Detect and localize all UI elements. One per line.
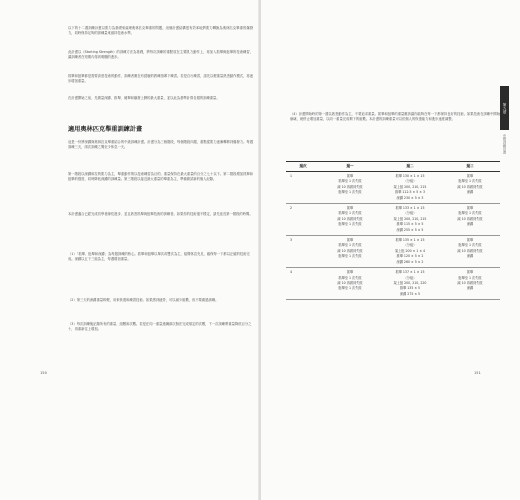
exercise-line: 減 10 再做到失敗 bbox=[337, 280, 363, 285]
exercise-line: 架上挺 200, 210, 215 bbox=[393, 184, 427, 189]
exercise-line: 抓舉 137 × 1 × 15 bbox=[395, 270, 425, 275]
exercise-line: 深蹲 bbox=[466, 190, 474, 195]
exercise-line: 架上挺 200, 210, 215 bbox=[393, 216, 427, 221]
week-number: 2 bbox=[290, 206, 293, 211]
exercise-line: （分組） bbox=[403, 211, 417, 216]
exercise-line: 挺舉至 1 次失敗 bbox=[458, 179, 482, 184]
exercise-line: 深蹲 bbox=[466, 222, 474, 227]
exercise-line: 減 10 再做到失敗 bbox=[337, 216, 363, 221]
section-heading: 適用奧林匹克舉重訓練計畫 bbox=[68, 126, 143, 133]
exercise-line: 抓舉 135 × 1 × 15 bbox=[395, 238, 425, 243]
exercise-line: 減 10 再做到失敗 bbox=[457, 184, 483, 189]
exercise-line: 減 10 再做到失敗 bbox=[337, 184, 363, 189]
header-wednesday: 週三 bbox=[466, 164, 474, 168]
exercise-line: 推舉 112.5 × 5 × 3 bbox=[395, 190, 425, 195]
day-cell-tue bbox=[380, 270, 440, 297]
exercise-line: 抓舉 bbox=[466, 206, 474, 211]
intro-paragraph-2: 此計畫以《Starting Strength》的訓練方法為基礎，將每次訓練的重點放在主要肌力動作上，再加入抓舉與挺舉的技術練習，讓訓練者在短期內得到明顯的進步。 bbox=[68, 50, 253, 60]
training-table bbox=[286, 161, 500, 300]
exercise-line: 深蹲 275 × 5 bbox=[399, 291, 421, 296]
header-monday: 週一 bbox=[346, 164, 354, 168]
exercise-line: 架上挺 200 × 1 × 4 bbox=[394, 248, 426, 253]
exercise-line: 抓舉 130 × 1 × 15 bbox=[395, 174, 425, 178]
week-number: 4 bbox=[290, 270, 293, 275]
exercise-line: 挺舉至 1 次失敗 bbox=[338, 190, 362, 195]
body-paragraph-2: 第一階段以深蹲和拉的肌力為主，舉重動作則以技術練習為目的，重量保持在最大重量的百分之七十以下。第二階段增加抓舉和挺舉的強度，同時降低深蹲的訓練量。第三階段以接近最大重量的舉重為主，準備測試新的個人紀錄。 bbox=[68, 172, 253, 182]
left-page bbox=[0, 0, 259, 500]
exercise-line: 挺舉至 1 次失敗 bbox=[338, 222, 362, 227]
table-row bbox=[286, 204, 500, 236]
week-number: 1 bbox=[290, 174, 293, 178]
header-tuesday: 週二 bbox=[406, 164, 414, 168]
note-paragraph: （4）計畫開始時的第一週以熟悉動作為主，不要追求重量。抓舉和挺舉的重量應該讓你能夠在每一下都保持良好的技術。如果技術在訓練中開始崩壞，就停止增加重量，以同一重量完成剩下的組數。本計畫的訓練重量可以依個人的恢復能力和進步速度調整。 bbox=[290, 112, 500, 122]
day-cell-wed bbox=[440, 270, 500, 297]
exercise-line: 深蹲 bbox=[466, 254, 474, 259]
day-cell-wed bbox=[440, 238, 500, 265]
exercise-line: 減 10 再做到失敗 bbox=[337, 248, 363, 253]
exercise-line: 抓舉 bbox=[466, 270, 474, 275]
exercise-line: 推舉 120 × 5 × 2 bbox=[396, 254, 424, 259]
exercise-line: 減 10 再做到失敗 bbox=[457, 280, 483, 285]
page-number-right: 151 bbox=[474, 371, 481, 375]
week-number: 3 bbox=[290, 238, 293, 243]
exercise-line: 挺舉至 1 次失敗 bbox=[458, 275, 482, 280]
exercise-line: 抓舉 bbox=[346, 270, 354, 275]
day-cell-tue bbox=[380, 174, 440, 201]
exercise-line: 抓舉至 1 次失敗 bbox=[338, 275, 362, 280]
exercise-line: 抓舉至 1 次失敗 bbox=[338, 243, 362, 248]
list-item-1: （1）「抓舉、挺舉和深蹲」為每週訓練的核心。抓舉和挺舉以單次或雙次為主，組間休息充足，確保每一下都以正確的技術完成。深蹲以五下三組為主，每週增加重量。 bbox=[68, 252, 250, 262]
exercise-line: 抓舉至 1 次失敗 bbox=[338, 211, 362, 216]
table-header bbox=[286, 161, 500, 172]
day-cell-mon bbox=[320, 174, 380, 201]
intro-paragraph-3: 抓舉和挺舉都是需要高度技術的動作，訓練者應在有經驗的教練指導下練習。若是自行練習，請先以輕重量熟悉動作模式，再逐步增加重量。 bbox=[68, 74, 253, 84]
table-row bbox=[286, 268, 500, 300]
exercise-line: 抓舉 bbox=[466, 174, 474, 178]
exercise-line: 推舉 115 × 5 × 5 bbox=[396, 222, 424, 227]
day-cell-tue bbox=[380, 238, 440, 265]
body-paragraph-3: 本計畫適合已經完成初學者線性進步、並且熟悉抓舉與挺舉技術的訓練者。如果你的技術還不穩定，請先延長第一階段的時間。 bbox=[68, 212, 253, 216]
exercise-line: 抓舉 bbox=[346, 206, 354, 211]
exercise-line: 深蹲 255 × 5 × 5 bbox=[396, 227, 424, 232]
table-row bbox=[286, 236, 500, 268]
exercise-line: 深蹲 260 × 5 × 2 bbox=[396, 259, 424, 264]
intro-paragraph-4: 在計畫開始之前，先測量深蹲、推舉、硬舉和爆發上膊的最大重量，並以此為基準計算各週的訓練重量。 bbox=[68, 96, 220, 100]
day-cell-wed bbox=[440, 174, 500, 201]
exercise-line: 推舉 135 × 5 bbox=[399, 286, 421, 291]
exercise-line: 抓舉 133 × 1 × 15 bbox=[395, 206, 425, 211]
exercise-line: 挺舉至 1 次失敗 bbox=[338, 286, 362, 291]
table-row bbox=[286, 172, 500, 204]
day-cell-mon bbox=[320, 270, 380, 297]
exercise-line: 減 10 再做到失敗 bbox=[457, 248, 483, 253]
page-number-left: 150 bbox=[40, 371, 47, 375]
exercise-line: （分組） bbox=[403, 179, 417, 184]
exercise-line: （分組） bbox=[403, 243, 417, 248]
list-item-3: （3）每次訓練後記錄所有的重量、組數和次數。若是在同一重量連續兩次無法完成預定的次數，下一次訓練將重量降低百分之十，再重新往上增加。 bbox=[68, 322, 252, 332]
day-cell-wed bbox=[440, 206, 500, 233]
day-cell-mon bbox=[320, 238, 380, 265]
list-item-2: （2）第三天的深蹲重量較輕，用來恢復和練習技術。如果感到疲勞，可以減少組數，但不要跳過訓練。 bbox=[68, 298, 219, 302]
intro-paragraph-1: 以下的十二週訓練計畫以肌力為基礎來處理奧林匹克舉重的問題。這個計畫結構很有效率地將肌力轉換為奧林匹克舉重的爆發力，同時保持足夠的訓練量來維持技術水準。 bbox=[68, 26, 253, 36]
chapter-running-title: 中階訓練計畫 bbox=[502, 134, 506, 154]
chapter-tab: 第九章 bbox=[500, 86, 509, 130]
exercise-line: 挺舉至 1 次失敗 bbox=[458, 211, 482, 216]
exercise-line: （分組） bbox=[403, 275, 417, 280]
exercise-line: 抓舉 bbox=[466, 238, 474, 243]
exercise-line: 抓舉至 1 次失敗 bbox=[338, 179, 362, 184]
exercise-line: 挺舉至 1 次失敗 bbox=[458, 243, 482, 248]
exercise-line: 架上挺 200, 210, 220 bbox=[393, 280, 427, 285]
header-week: 週次 bbox=[299, 164, 307, 168]
exercise-line: 抓舉 bbox=[346, 238, 354, 243]
exercise-line: 深蹲 bbox=[466, 286, 474, 291]
exercise-line: 減 10 再做到失敗 bbox=[457, 216, 483, 221]
day-cell-tue bbox=[380, 206, 440, 233]
body-paragraph-1: 這是一份將深蹲與奧林匹克舉重結合的中級訓練計畫。計畫分為三個階段，每個階段四週，重點從肌力逐漸轉移到爆發力。每週訓練三天，兩次訓練之間至少休息一天。 bbox=[68, 140, 253, 150]
exercise-line: 深蹲 230 × 5 × 3 bbox=[396, 195, 424, 200]
table-body bbox=[286, 172, 500, 300]
day-cell-mon bbox=[320, 206, 380, 233]
exercise-line: 抓舉 bbox=[346, 174, 354, 178]
exercise-line: 挺舉至 1 次失敗 bbox=[338, 254, 362, 259]
